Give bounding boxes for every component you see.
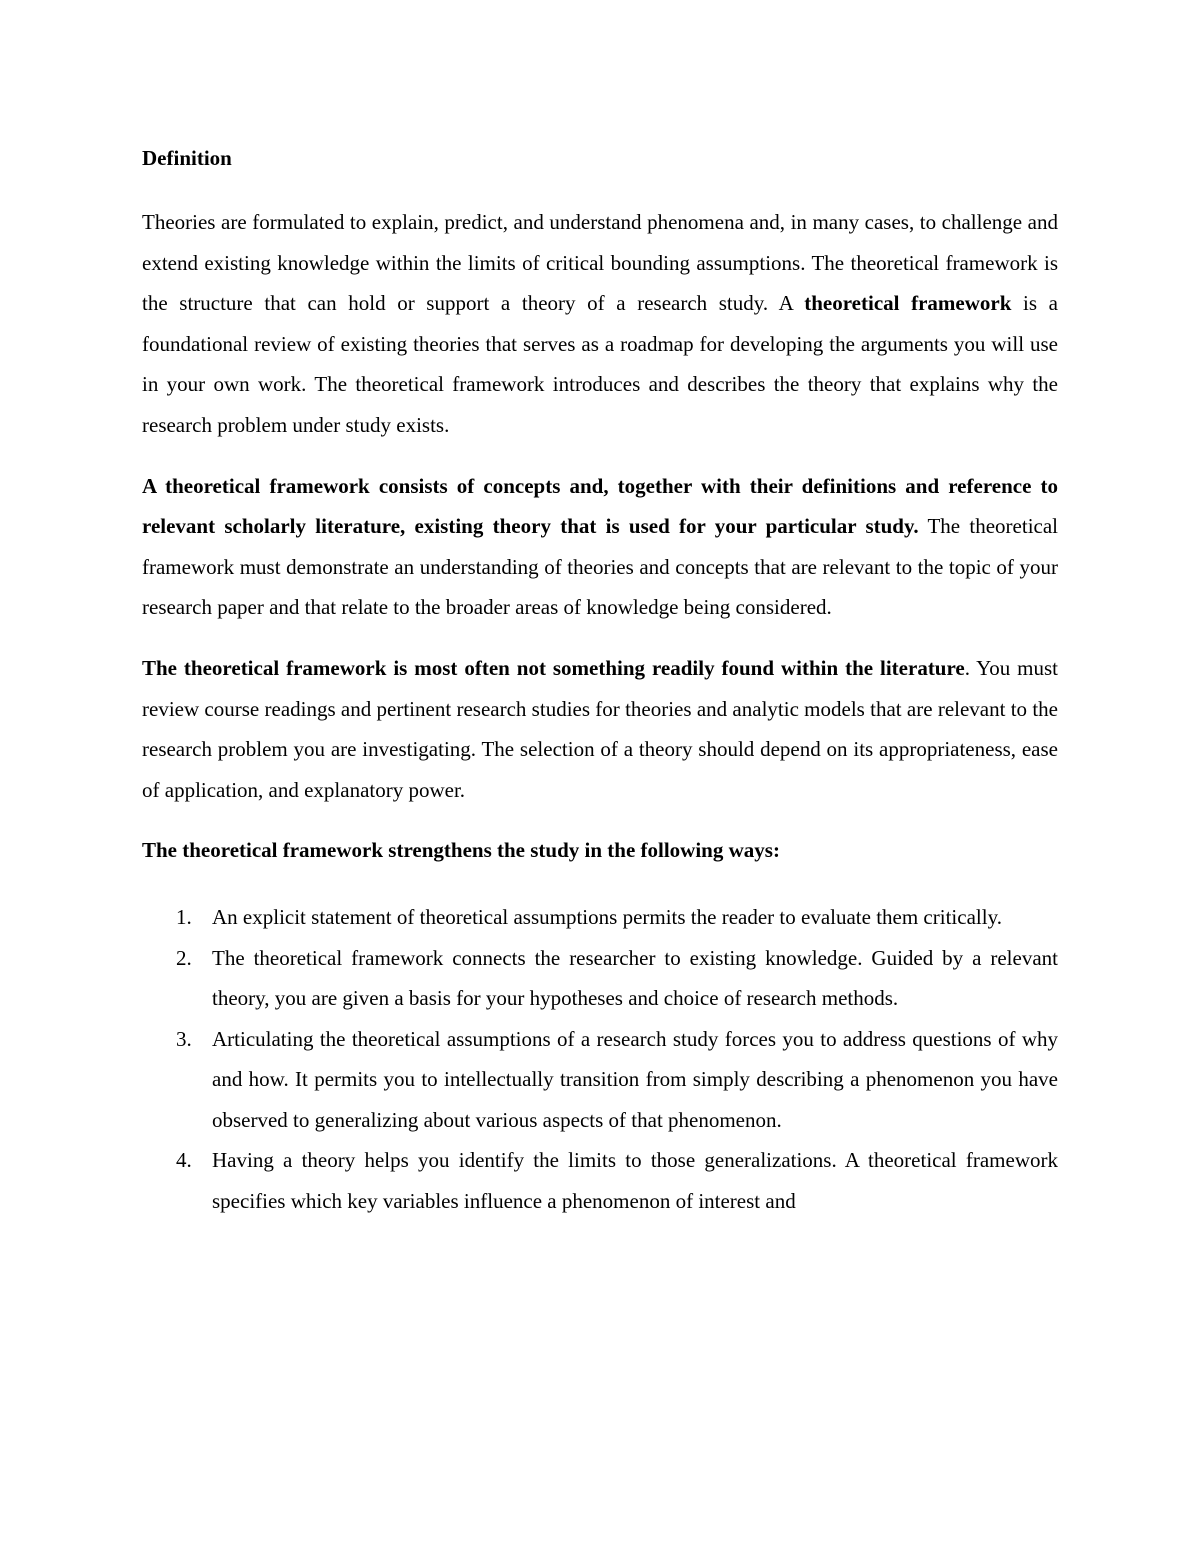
list-number: 4. bbox=[176, 1148, 192, 1173]
paragraph-literature bbox=[142, 648, 1058, 810]
document-page bbox=[142, 140, 1058, 1222]
bold-term: theoretical framework bbox=[804, 291, 1012, 316]
list-item bbox=[142, 1140, 1058, 1221]
list-item-text: An explicit statement of theoretical assumptions permits the reader to evaluate them critically. bbox=[212, 904, 1002, 929]
bold-statement: A theoretical framework consists of concepts and, together with their definitions and reference to relevant scholarly literature, existing theory that is used for your particular study. bbox=[142, 473, 1058, 539]
paragraph-concepts bbox=[142, 466, 1058, 628]
list-item bbox=[142, 897, 1058, 938]
list-item-text: Articulating the theoretical assumptions of a research study forces you to address questions of why and how. It permits you to intellectually transition from simply describing a phenomenon you have observed to generalizing about various aspects of that phenomenon. bbox=[212, 1026, 1058, 1132]
list-number: 1. bbox=[176, 904, 192, 929]
list-item bbox=[142, 938, 1058, 1019]
list-item-text: The theoretical framework connects the researcher to existing knowledge. Guided by a relevant theory, you are given a basis for your hypotheses and choice of research methods. bbox=[212, 945, 1058, 1011]
paragraph-text: The theoretical framework must demonstrate an understanding of theories and concepts that are relevant to the topic of your research paper and that relate to the broader areas of knowledge being considered. bbox=[142, 514, 1059, 620]
paragraph-text: . You must review course readings and pertinent research studies for theories and analytic models that are relevant to the research problem you are investigating. The selection of a theory should depend on its appropriateness, ease of application, and explanatory power. bbox=[142, 655, 1058, 802]
paragraph-text: is a foundational review of existing theories that serves as a roadmap for developing the arguments you will use in your own work. The theoretical framework introduces and describes the theory that explains why the research problem under study exists. bbox=[142, 291, 1058, 437]
list-number: 2. bbox=[176, 945, 192, 970]
list-item bbox=[142, 1019, 1058, 1141]
paragraph-text: Theories are formulated to explain, predict, and understand phenomena and, in many cases, to challenge and extend existing knowledge within the limits of critical bounding assumptions. The theoretical framework is the structure that can hold or support a theory of a research study. A bbox=[142, 210, 1058, 316]
section-heading: Definition bbox=[142, 146, 232, 170]
paragraph-definition bbox=[142, 202, 1058, 446]
bold-statement: The theoretical framework is most often not something readily found within the literature bbox=[142, 655, 965, 680]
list-number: 3. bbox=[176, 1026, 192, 1051]
list-heading: The theoretical framework strengthens the study in the following ways: bbox=[142, 838, 780, 863]
list-item-text: Having a theory helps you identify the limits to those generalizations. A theoretical framework specifies which key variables influence a phenomenon of interest and bbox=[212, 1148, 1058, 1214]
numbered-list bbox=[142, 897, 1058, 1222]
